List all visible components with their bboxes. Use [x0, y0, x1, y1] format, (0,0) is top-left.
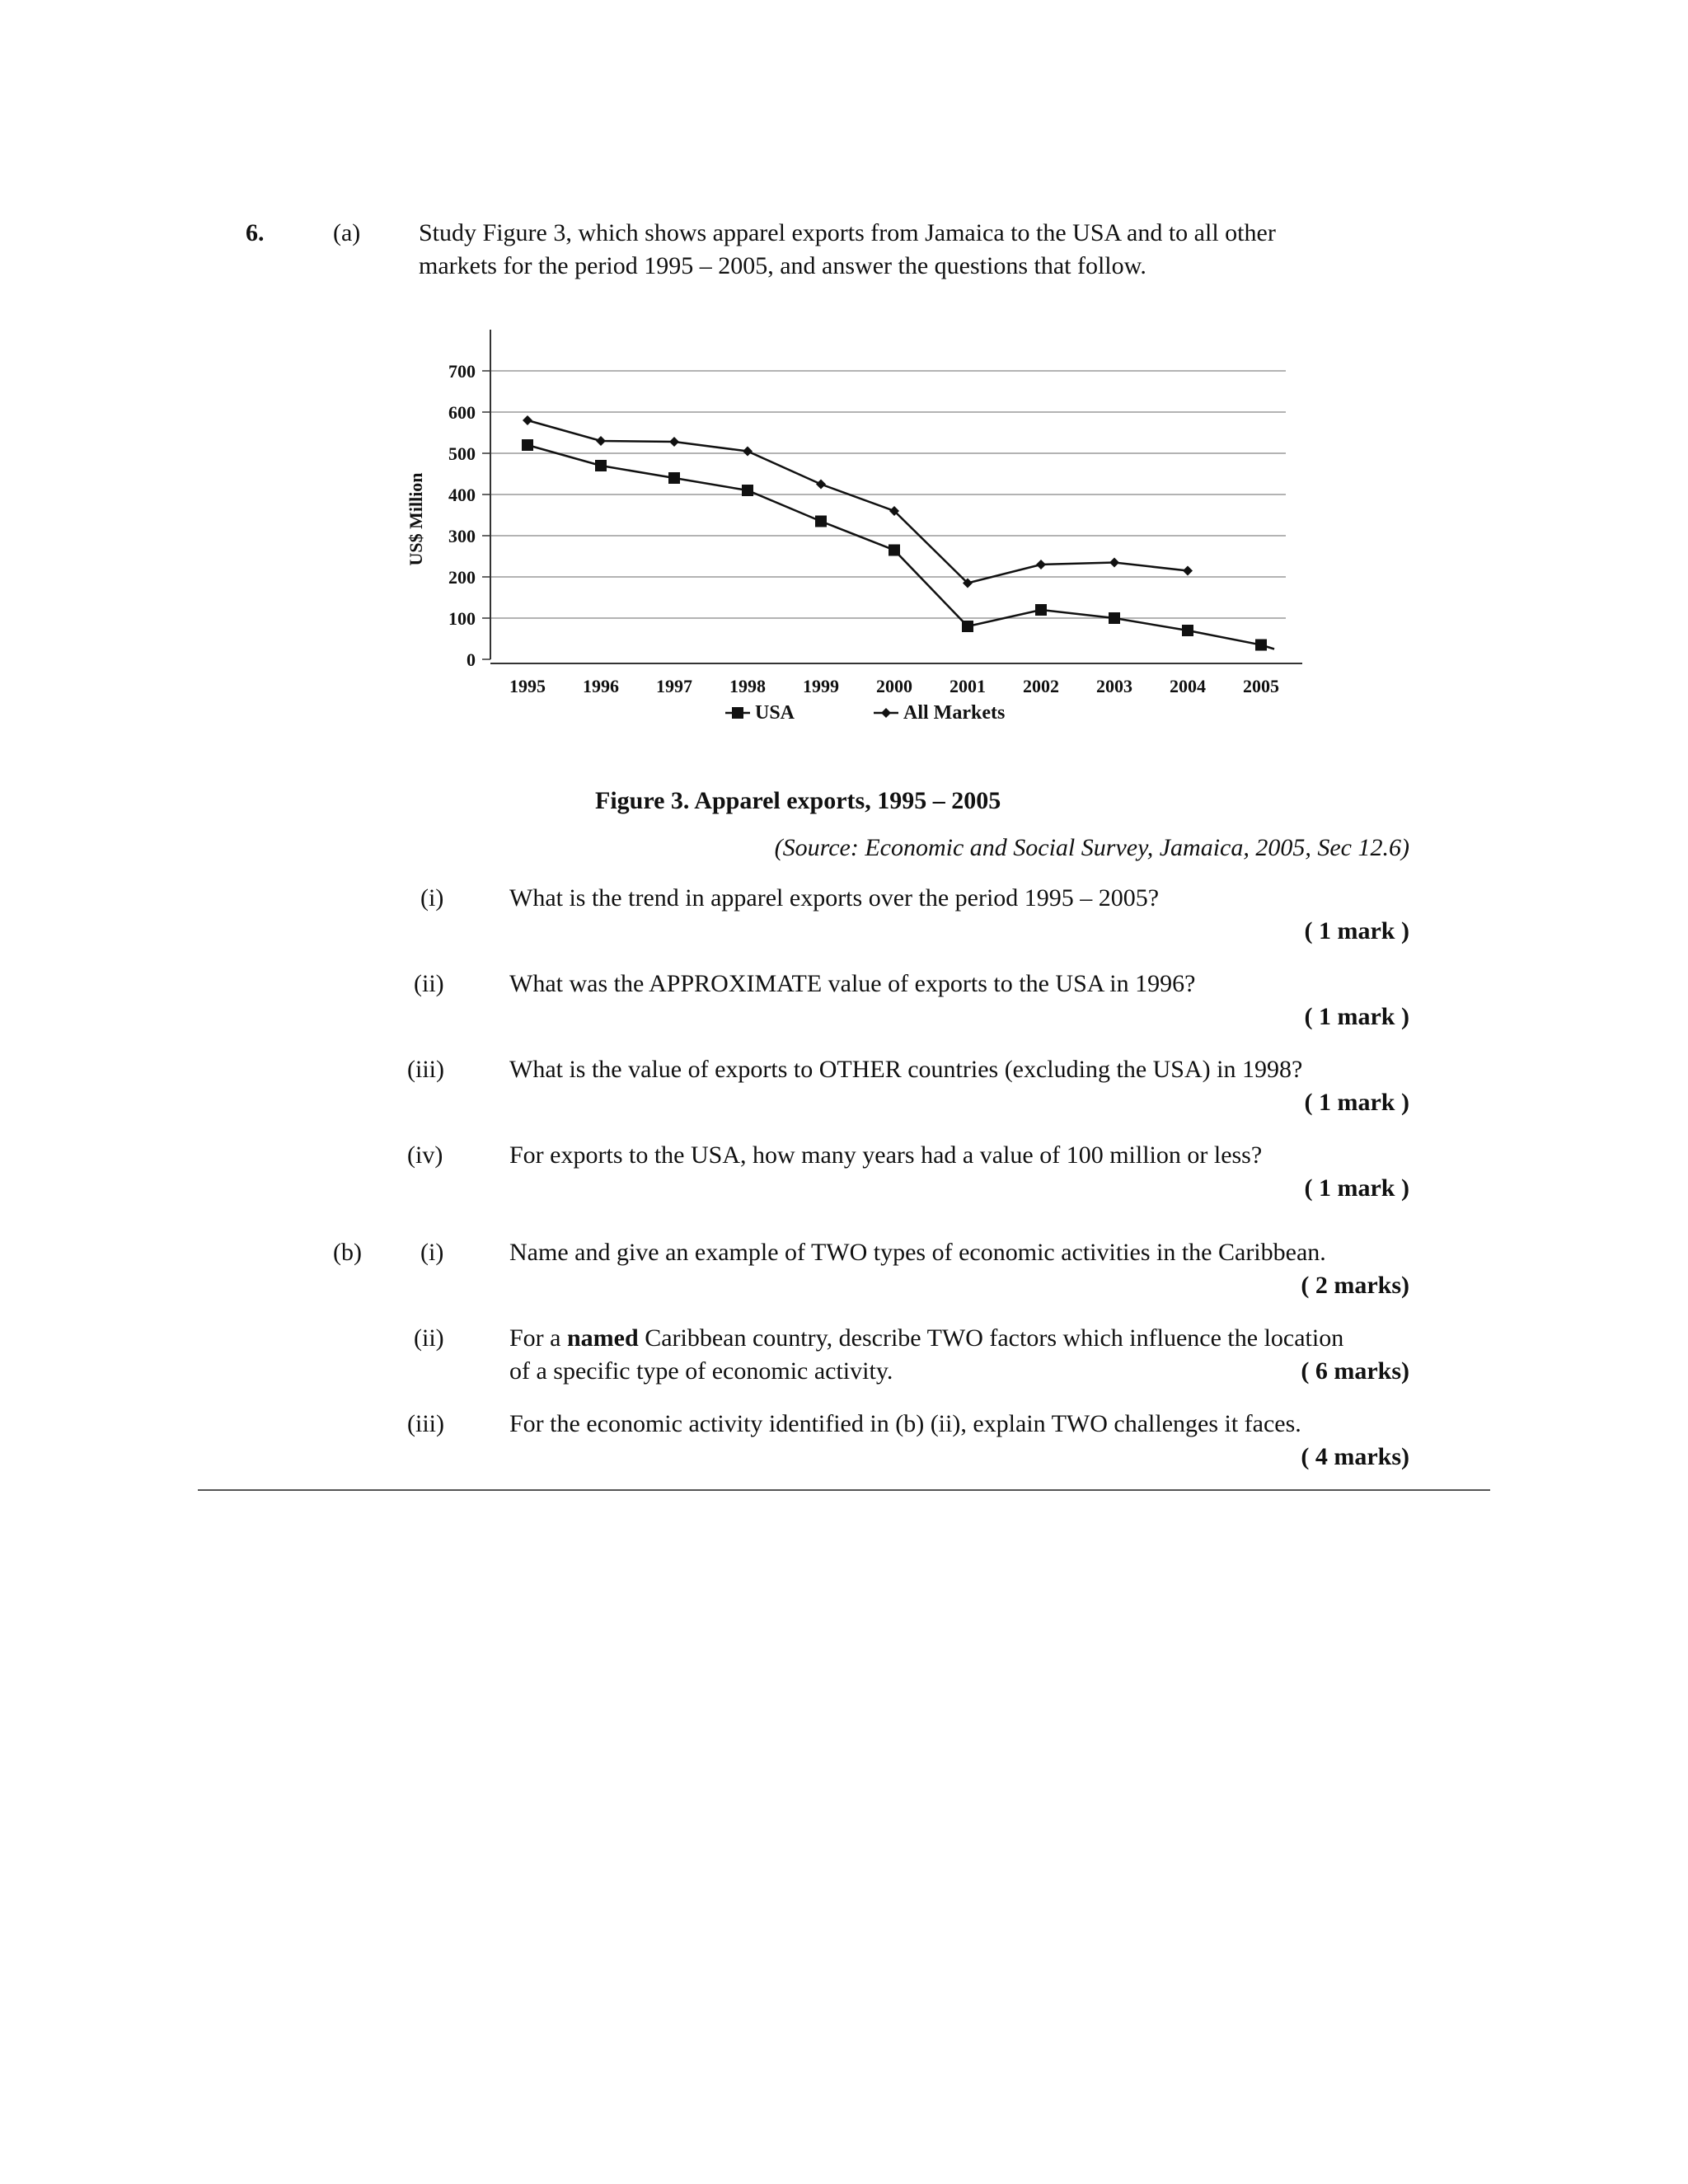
usa-point [1109, 612, 1120, 624]
y-tick-label: 600 [448, 402, 476, 423]
all-markets-point [523, 415, 532, 425]
x-tick-label: 1998 [729, 676, 766, 696]
b-item-ii-text-pre: For a [509, 1324, 567, 1352]
x-tick-label: 2002 [1023, 676, 1059, 696]
b-item-iii-marks: ( 4 marks) [1301, 1443, 1409, 1470]
a-item-iii-marks: ( 1 mark ) [1304, 1089, 1409, 1116]
a-item-iv-text: For exports to the USA, how many years had a value of 100 million or less? [509, 1141, 1263, 1169]
y-tick-label: 500 [448, 443, 476, 464]
x-tick-label: 2001 [950, 676, 986, 696]
y-tick-label: 100 [448, 608, 476, 629]
usa-point [522, 439, 533, 451]
figure-caption: Figure 3. Apparel exports, 1995 – 2005 [595, 787, 1001, 814]
b-item-i-marks: ( 2 marks) [1301, 1272, 1409, 1299]
all-markets-point [1183, 566, 1193, 576]
x-tick-label: 2005 [1243, 676, 1279, 696]
y-tick-label: 400 [448, 485, 476, 505]
a-item-ii-text: What was the APPROXIMATE value of exports to the USA in 1996? [509, 970, 1196, 997]
usa-point [595, 460, 607, 471]
chart-axes [482, 330, 1302, 663]
usa-point [668, 472, 680, 484]
part-b-label: (b) [333, 1239, 362, 1266]
x-tick-label: 1999 [803, 676, 839, 696]
grid-lines [490, 371, 1286, 618]
all-markets-point [1109, 558, 1119, 568]
all-markets-point [816, 480, 826, 490]
b-item-iii-label: (iii) [407, 1410, 444, 1437]
b-item-ii-text-post: Caribbean country, describe TWO factors which influence the location [638, 1324, 1344, 1352]
usa-point [962, 621, 973, 632]
x-tick-label: 2003 [1096, 676, 1132, 696]
usa-point [889, 545, 900, 556]
y-tick-label: 700 [448, 361, 476, 382]
question-number: 6. [246, 219, 265, 246]
b-item-ii-marks: ( 6 marks) [1301, 1357, 1409, 1385]
usa-point [742, 485, 753, 496]
y-tick-label: 200 [448, 567, 476, 588]
part-a-intro-line2: markets for the period 1995 – 2005, and answer the questions that follow. [419, 252, 1146, 279]
usa-point [1255, 640, 1267, 651]
x-tick-label: 1997 [656, 676, 692, 696]
all-markets-point [596, 436, 606, 446]
a-item-iii-label: (iii) [407, 1056, 444, 1083]
a-item-i-label: (i) [420, 884, 444, 912]
b-item-ii-text-line2: of a specific type of economic activity. [509, 1357, 893, 1385]
a-item-ii-label: (ii) [414, 970, 444, 997]
a-item-iv-label: (iv) [407, 1141, 443, 1169]
usa-point [815, 516, 827, 527]
a-item-i-marks: ( 1 mark ) [1304, 917, 1409, 944]
b-item-ii-label: (ii) [414, 1324, 444, 1352]
all-markets-point [669, 437, 679, 447]
b-item-i-text: Name and give an example of TWO types of economic activities in the Caribbean. [509, 1239, 1326, 1266]
figure-source: (Source: Economic and Social Survey, Jamaica, 2005, Sec 12.6) [774, 834, 1409, 861]
x-tick-label: 1996 [583, 676, 619, 696]
apparel-exports-chart [379, 321, 1319, 750]
a-item-iii-text: What is the value of exports to OTHER countries (excluding the USA) in 1998? [509, 1056, 1303, 1083]
usa-point [1035, 604, 1047, 616]
x-tick-label: 2004 [1170, 676, 1206, 696]
b-item-ii-text [509, 1322, 1343, 1355]
a-item-iv-marks: ( 1 mark ) [1304, 1174, 1409, 1202]
section-divider [198, 1489, 1490, 1491]
all-markets-point [1036, 560, 1046, 569]
y-axis-title: US$ Million [406, 472, 426, 566]
legend-diamond-icon [881, 708, 891, 718]
part-a-intro-line1: Study Figure 3, which shows apparel exports from Jamaica to the USA and to all other [419, 219, 1276, 246]
usa-point [1182, 625, 1193, 636]
x-tick-label: 2000 [876, 676, 912, 696]
x-tick-label: 1995 [509, 676, 546, 696]
chart-series [522, 415, 1274, 651]
series-line-all-markets [528, 420, 1188, 583]
all-markets-point [743, 447, 753, 457]
a-item-i-text: What is the trend in apparel exports over the period 1995 – 2005? [509, 884, 1160, 912]
a-item-ii-marks: ( 1 mark ) [1304, 1003, 1409, 1030]
b-item-iii-text: For the economic activity identified in (b) (ii), explain TWO challenges it faces. [509, 1410, 1301, 1437]
legend-label: All Markets [903, 702, 1006, 724]
b-item-i-label: (i) [420, 1239, 444, 1266]
y-tick-label: 0 [467, 649, 476, 670]
part-a-label: (a) [333, 219, 361, 246]
legend-square-icon [732, 707, 743, 719]
legend-label: USA [755, 702, 795, 724]
b-item-ii-text-bold: named [567, 1324, 639, 1352]
y-tick-label: 300 [448, 526, 476, 546]
chart-legend [725, 702, 1005, 724]
